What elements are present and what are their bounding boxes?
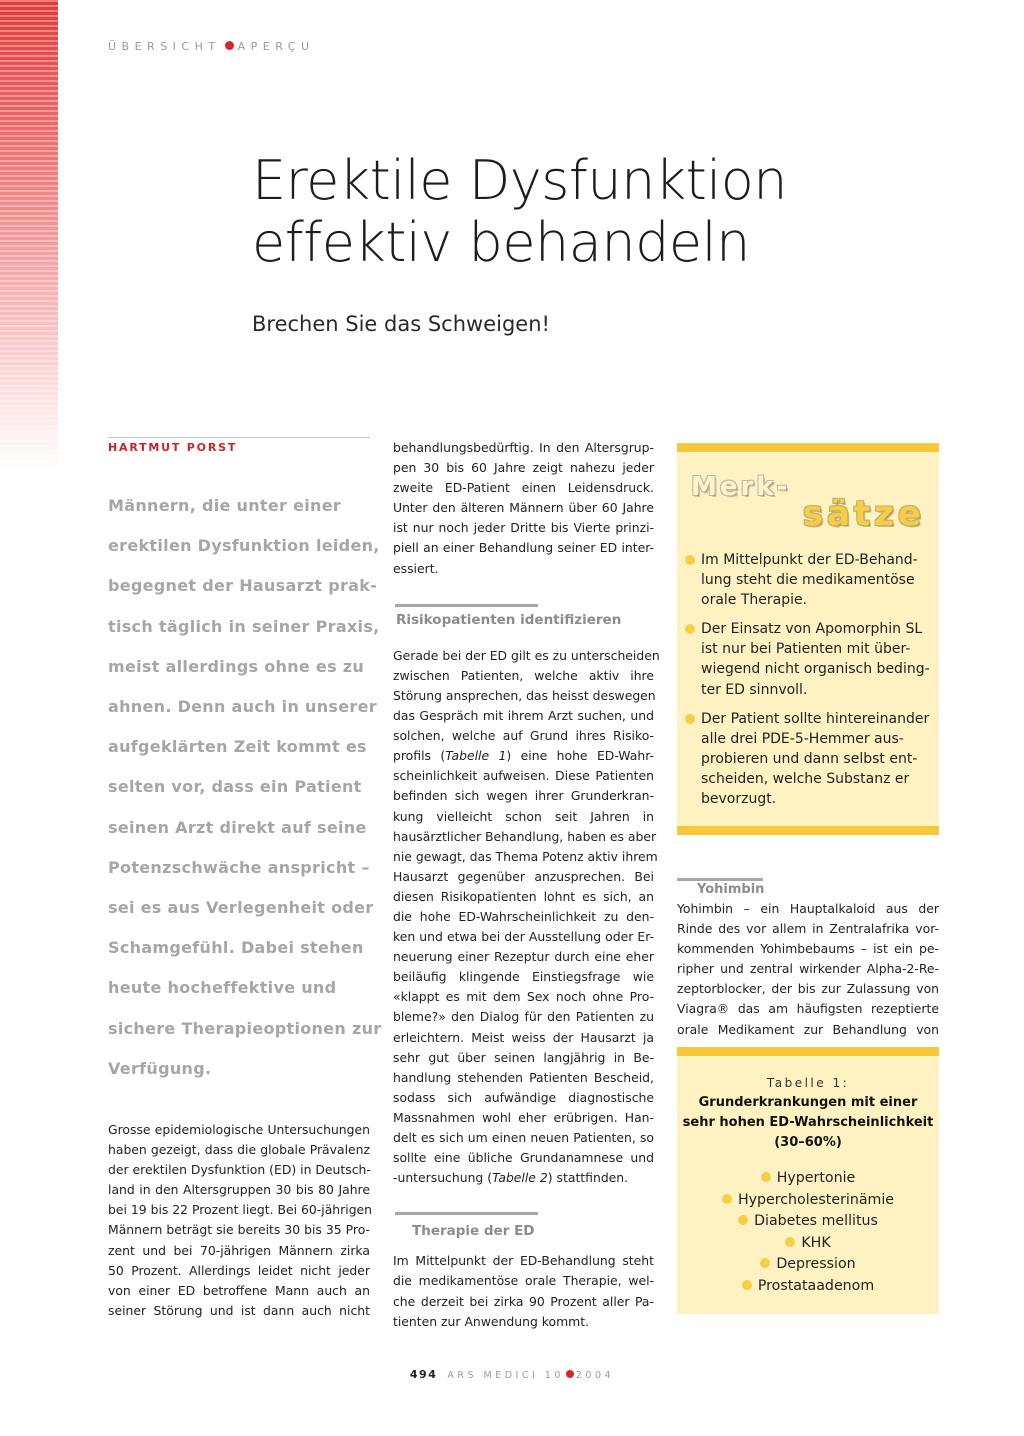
table-1-item xyxy=(677,1211,939,1233)
table-1-item xyxy=(677,1168,939,1190)
lead-line: tisch täglich in seiner Praxis, xyxy=(108,616,380,636)
merksaetze-list xyxy=(685,550,935,818)
decorative-red-bar xyxy=(0,0,58,470)
body-column-2 xyxy=(393,438,660,1332)
table-1-item-label: Diabetes mellitus xyxy=(754,1213,878,1229)
intro-paragraph xyxy=(393,438,654,579)
text-line: -untersuchung (Tabelle 2) stattfinden. xyxy=(393,1170,629,1186)
text-line: essiert. xyxy=(393,560,439,576)
journal-name: ARS MEDICI 10 xyxy=(447,1370,564,1381)
text-line: kung vielleicht schon seit Jahren in xyxy=(393,808,654,824)
body-column-3 xyxy=(677,878,939,1040)
merksaetze-item-line: alle drei PDE-5-Hemmer aus- xyxy=(701,730,904,747)
merksaetze-item-line: ist nur bei Patienten mit über- xyxy=(701,641,911,658)
heading-therapie: Therapie der ED xyxy=(412,1223,535,1240)
lead-line: aufgeklärten Zeit kommt es xyxy=(108,737,367,757)
text-line: erleichtern. Meist weiss der Hausarzt ja xyxy=(393,1029,654,1045)
text-line: kommenden Yohimbebaums – ist ein pe- xyxy=(677,941,939,957)
merksaetze-item-line: probieren und dann selbst ent- xyxy=(701,750,918,767)
table-1-item xyxy=(677,1190,939,1212)
text-line: orale Medikament zur Behandlung von xyxy=(677,1021,939,1037)
lead-line: sei es aus Verlegenheit oder xyxy=(108,898,374,918)
yellow-bullet-icon xyxy=(722,1194,732,1204)
text-line: ist nur noch jeder Dritte bis Vierte prinzi- xyxy=(393,520,654,536)
heading-yohimbin: Yohimbin xyxy=(697,882,765,897)
text-line: beiläufig klingende Einstiegsfrage wie xyxy=(393,969,654,985)
table-1-item-label: Prostataadenom xyxy=(757,1277,875,1294)
merksaetze-item-line: orale Therapie. xyxy=(701,592,808,609)
lead-line: heute hocheffektive und xyxy=(108,978,337,998)
text-line: Gerade bei der ED gilt es zu unterscheiden xyxy=(393,647,660,663)
text-line: die medikamentöse orale Therapie, wel- xyxy=(393,1273,654,1289)
table-1-label: Tabelle 1: xyxy=(766,1076,850,1090)
text-line: ken und etwa bei der Ausstellung oder Er- xyxy=(393,929,654,945)
page-number: 494 xyxy=(409,1368,438,1381)
yellow-bullet-icon xyxy=(685,555,695,565)
text-line: die hohe ED-Wahrscheinlichkeit zu den- xyxy=(393,908,654,924)
table-2-reference: Tabelle 2 xyxy=(492,1170,548,1186)
table-1-reference: Tabelle 1 xyxy=(445,748,507,764)
merksaetze-box xyxy=(677,443,939,835)
yellow-bullet-icon xyxy=(685,714,695,724)
text-line: handlung stehenden Patienten Bescheid, xyxy=(393,1069,654,1085)
text-line: der erektilen Dysfunktion (ED) in Deutsch- xyxy=(108,1162,371,1178)
lead-line: selten vor, dass ein Patient xyxy=(108,777,362,797)
text-line: Viagra® das am häufigsten rezeptierte xyxy=(677,1001,939,1017)
table-1-title: Grunderkrankungen mit einer sehr hohen ED-Wahrscheinlichkeit (30–60%) xyxy=(682,1095,934,1150)
table-1-item-label: Hypertonie xyxy=(776,1170,856,1186)
paragraph-risikopatienten xyxy=(393,646,660,746)
text-line: zeptorblocker, der bis zur Zulassung von xyxy=(677,981,939,997)
table-1-item-label: KHK xyxy=(801,1234,831,1251)
text-line: Unter den älteren Männern über 60 Jahre xyxy=(393,500,654,516)
text-line: 50 Prozent. Allerdings leidet nicht jeder xyxy=(108,1262,370,1278)
merksaetze-item-line: wiegend nicht organisch beding- xyxy=(701,661,930,678)
text-line: che derzeit bei zirka 90 Prozent aller Pa- xyxy=(393,1293,654,1309)
text-line: Rinde des vor allem in Zentralafrika vor- xyxy=(677,921,939,937)
text-line: hausärztlicher Behandlung, haben es aber xyxy=(393,828,657,844)
text-line: Yohimbin – ein Hauptalkaloid aus der xyxy=(677,901,939,916)
article-subtitle: Brechen Sie das Schweigen! xyxy=(252,312,550,336)
yellow-bullet-icon xyxy=(685,624,695,634)
text-line: behandlungsbedürftig. In den Altersgrup- xyxy=(393,440,654,455)
text-line: sollte eine übliche Grundanamnese und xyxy=(393,1150,654,1166)
lead-line: Männern, die unter einer xyxy=(108,496,342,515)
yellow-bullet-icon xyxy=(785,1237,795,1247)
merksaetze-title-part2: sätze xyxy=(802,494,925,534)
paragraph-risikopatienten-cont xyxy=(393,766,658,1168)
text-line: Grosse epidemiologische Untersuchungen xyxy=(108,1122,370,1137)
page-footer xyxy=(0,1368,1024,1381)
merksaetze-item xyxy=(685,550,935,610)
lead-line: ahnen. Denn auch in unserer xyxy=(108,697,377,717)
table-1-list xyxy=(677,1168,939,1297)
text-line: bei 19 bis 22 Prozent liegt. Bei 60-jährigen xyxy=(108,1202,373,1218)
merksaetze-item-line: lung steht die medikamentöse xyxy=(701,572,915,589)
section-label xyxy=(108,40,315,53)
text-line: Im Mittelpunkt der ED-Behandlung steht xyxy=(393,1253,654,1269)
merksaetze-item-line: bevorzugt. xyxy=(701,791,777,808)
text-line: scheinlichkeit aufweisen. Diese Patienten xyxy=(393,768,654,784)
text-line: Hausarzt gegenüber anzusprechen. Bei xyxy=(393,868,654,884)
lead-line: erektilen Dysfunktion leiden, xyxy=(108,536,380,556)
merksaetze-title-part1: Merk- xyxy=(691,472,791,502)
text-line: befinden sich wegen ihrer Grunderkran- xyxy=(393,788,654,804)
text-line: seiner Störung und ist dann auch nicht xyxy=(108,1302,370,1318)
merksaetze-item-line: scheiden, welche Substanz er xyxy=(701,770,910,787)
lead-line: Potenzschwäche anspricht – xyxy=(108,857,370,877)
merksaetze-item-line: Der Patient sollte hintereinander xyxy=(701,710,930,727)
lead-line: seinen Arzt direkt auf seine xyxy=(108,817,367,837)
paragraph-therapie xyxy=(393,1251,654,1331)
lead-paragraph xyxy=(108,486,382,1089)
text-line: diesen Risikopatienten lohnt es sich, an xyxy=(393,888,654,904)
paragraph-yohimbin xyxy=(677,899,939,1040)
title-line-1: Erektile Dysfunktion xyxy=(252,149,788,212)
text-line: nie gewagt, das Thema Potenz aktiv ihrem xyxy=(393,848,658,864)
merksaetze-item-line: Der Einsatz von Apomorphin SL xyxy=(701,621,923,638)
red-bullet-icon xyxy=(225,41,234,50)
text-line: das Gespräch mit ihrem Arzt suchen, und xyxy=(393,708,654,724)
text-line: haben gezeigt, dass die globale Prävalenz xyxy=(108,1142,370,1158)
text-line: profils (Tabelle 1) eine hohe ED-Wahr- xyxy=(393,748,654,764)
text-line: pen 30 bis 60 Jahre zeigt nahezu jeder xyxy=(393,460,654,476)
table-1-item xyxy=(677,1254,939,1276)
text-line: neuerung einer Rezeptur durch eine eher xyxy=(393,949,654,965)
heading-risikopatienten: Risikopatienten identifizieren xyxy=(396,611,622,628)
author-name: HARTMUT PORST xyxy=(108,441,238,454)
lead-line: Verfügung. xyxy=(108,1058,212,1078)
merksaetze-item xyxy=(685,619,935,699)
table-1-item-label: Depression xyxy=(776,1256,856,1272)
lead-line: Schamgefühl. Dabei stehen xyxy=(108,938,364,958)
text-line: sodass sich aufwändige diagnostische xyxy=(393,1089,654,1105)
yellow-bullet-icon xyxy=(761,1172,771,1182)
article-title xyxy=(252,150,787,274)
text-line: ripher und zentral wirkender Alpha-2-Re- xyxy=(677,961,939,977)
body-column-1 xyxy=(108,1120,373,1321)
text-line: zent und bei 70-jährigen Männern zirka xyxy=(108,1242,370,1258)
text-line: Massnahmen wohl eher erübrigen. Han- xyxy=(393,1109,654,1125)
lead-line: sichere Therapieoptionen zur xyxy=(108,1018,382,1038)
lead-line: meist allerdings ohne es zu xyxy=(108,656,365,676)
text-line: von einer ED betroffene Mann auch an xyxy=(108,1282,370,1298)
text-line: zweite ED-Patient einen Leidensdruck. xyxy=(393,480,654,496)
text-line: delt es sich um einen neuen Patienten, so xyxy=(393,1130,654,1145)
lead-line: begegnet der Hausarzt prak- xyxy=(108,576,378,596)
table-1-item xyxy=(677,1233,939,1255)
yellow-bullet-icon xyxy=(742,1280,752,1290)
yellow-bullet-icon xyxy=(760,1258,770,1268)
text-line: bleme?» den Dialog für den Patienten zu xyxy=(393,1009,654,1025)
text-line: Männern beträgt sie bereits 30 bis 35 Pro- xyxy=(108,1222,370,1238)
red-bullet-icon xyxy=(566,1370,574,1378)
text-line: Störung ansprechen, das heisst deswegen xyxy=(393,687,656,703)
section-label-fr: APERÇU xyxy=(237,40,315,53)
merksaetze-item xyxy=(685,709,935,809)
text-line: tienten zur Anwendung kommt. xyxy=(393,1313,590,1329)
heading-rule xyxy=(395,1212,538,1215)
text-line: piell an einer Behandlung seiner ED inter- xyxy=(393,540,654,556)
author-divider xyxy=(108,437,370,438)
table-1-item xyxy=(677,1276,939,1298)
merksaetze-item-line: ter ED sinnvoll. xyxy=(701,681,808,698)
text-line: land in den Altersgruppen 30 bis 80 Jahre xyxy=(108,1182,370,1198)
yellow-bullet-icon xyxy=(738,1215,748,1225)
journal-year: 2004 xyxy=(575,1370,615,1381)
text-line: sehr gut über seinen langjährig in Be- xyxy=(393,1049,654,1065)
heading-rule xyxy=(395,604,538,607)
text-line: «klappt es mit dem Sex noch ohne Pro- xyxy=(393,989,654,1005)
text-line: zwischen Patienten, welche aktiv ihre xyxy=(393,667,654,683)
text-line: solchen, welche auf Grund ihres Risiko- xyxy=(393,728,654,744)
merksaetze-item-line: Im Mittelpunkt der ED-Behand- xyxy=(701,552,918,568)
section-label-de: ÜBERSICHT xyxy=(108,40,221,53)
table-1-box xyxy=(677,1047,939,1314)
title-line-2: effektiv behandeln xyxy=(252,211,750,274)
table-1-item-label: Hypercholesterinämie xyxy=(737,1191,895,1208)
